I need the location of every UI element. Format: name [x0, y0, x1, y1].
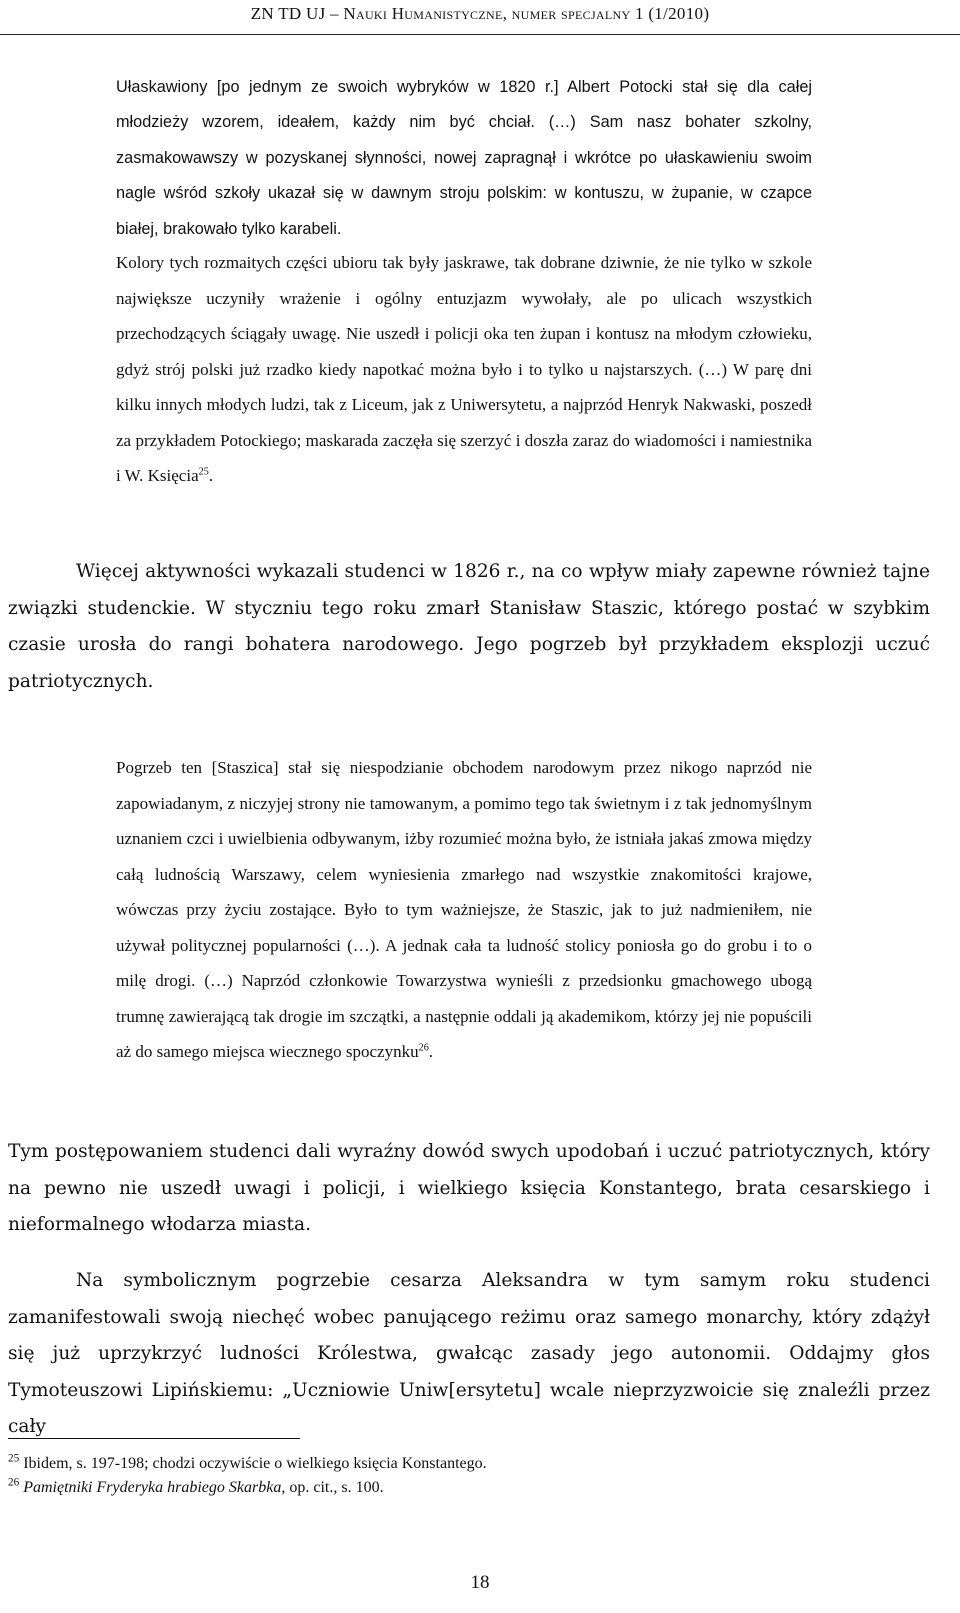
page-number: 18	[470, 1572, 490, 1593]
footnote-ref-25[interactable]: 25	[198, 466, 209, 478]
body-paragraph-3-text: Na symbolicznym pogrzebie cesarza Aleksandra w tym samym roku studenci zamanifestowali swoją niechęć wobec panującego reżimu oraz samego monarchy, który zdążył się już uprzykrzyć ludności Królestwa, gwałcąc zasady jego autonomii. Oddajmy głos Tymoteuszowi Lipińskiemu: „Uczniowie Uniw[ersytetu] wcale nieprzyzwoicie się znaleźli przez cały	[8, 1270, 930, 1437]
block-quote-2	[116, 750, 812, 1070]
footnote-title: Pamiętniki Fryderyka hrabiego Skarbka	[23, 1479, 282, 1496]
footnote-ref-26[interactable]: 26	[418, 1042, 429, 1054]
block-quote-1-part-2	[116, 245, 812, 494]
footnote-number: 26	[8, 1476, 20, 1489]
quote-1-end: .	[208, 466, 214, 485]
header-rule	[0, 34, 960, 35]
block-quote-1-part-1: Ułaskawiony [po jednym ze swoich wybryków w 1820 r.] Albert Potocki stał się dla całej młodzieży wzorem, ideałem, każdy nim być chciał. (…) Sam nasz bohater szkolny, zasmakowawszy w pozyskanej słynności, nowej zapragnął i wkrótce po ułaskawieniu swoim nagle wśród szkoły ukazał się w dawnym stroju polskim: w kontuszu, w żupanie, w czapce białej, brakowało tylko karabeli.	[116, 78, 812, 238]
footnote-25	[8, 1453, 487, 1475]
footnote-separator	[8, 1438, 300, 1439]
running-header: ZN TD UJ – Nauki Humanistyczne, numer specjalny 1 (1/2010)	[250, 4, 710, 23]
body-paragraph-3	[8, 1263, 930, 1446]
footnote-text: , op. cit., s. 100.	[281, 1479, 384, 1496]
body-paragraph-1	[8, 554, 930, 700]
body-paragraph-1-text: Więcej aktywności wykazali studenci w 1826 r., na co wpływ miały zapewne również tajne związki studenckie. W styczniu tego roku zmarł Stanisław Staszic, którego postać w szybkim czasie urosła do rangi bohatera narodowego. Jego pogrzeb był przykładem eksplozji uczuć patriotycznych.	[8, 561, 930, 692]
footnote-26	[8, 1477, 384, 1499]
quote-1-text: Kolory tych rozmaitych części ubioru tak były jaskrawe, tak dobrane dziwnie, że nie tylko w szkole największe uczyniły wrażenie i ogólny entuzjazm wywołały, ale po ulicach wszystkich przechodzących ściągały uwagę. Nie uszedł i policji oka ten żupan i kontusz na młodym człowieku, gdyż strój polski już rzadko kiedy napotkać można było i to tylko u najstarszych. (…) W parę dni kilku innych młodych ludzi, tak z Liceum, jak z Uniwersytetu, a najprzód Henryk Nakwaski, poszedł za przykładem Potockiego; maskarada zaczęła się szerzyć i doszła zaraz do wiadomości i namiestnika i W. Księcia	[116, 253, 812, 485]
quote-2-end: .	[428, 1042, 434, 1061]
quote-2-text: Pogrzeb ten [Staszica] stał się niespodzianie obchodem narodowym przez nikogo naprzód nie zapowiadanym, z niczyjej strony nie tamowanym, a pomimo tego tak świetnym i z tak jednomyślnym uznaniem czci i uwielbienia odbywanym, iżby rozumieć można było, że istniała jakaś zmowa między całą ludnością Warszawy, celem wyniesienia zmarłego nad wszystkie znakomitości krajowe, wówczas przy życiu zostające. Było to tym ważniejsze, że Staszic, jak to już nadmieniłem, nie używał politycznej popularności (…). A jednak cała ta ludność stolicy poniosła go do grobu i to o milę drogi. (…) Naprzód członkowie Towarzystwa wynieśli z przedsionku gmachowego ubogą trumnę zawierającą tak drogie im szczątki, a następnie oddali ją akademikom, którzy jej nie popuścili aż do samego miejsca wiecznego spoczynku	[116, 758, 812, 1061]
footnote-number: 25	[8, 1452, 20, 1465]
body-paragraph-2: Tym postępowaniem studenci dali wyraźny dowód swych upodobań i uczuć patriotycznych, który na pewno nie uszedł uwagi i policji, i wielkiego księcia Konstantego, brata cesarskiego i nieformalnego włodarza miasta.	[8, 1141, 930, 1235]
footnote-text: Ibidem, s. 197-198; chodzi oczywiście o wielkiego księcia Konstantego.	[23, 1455, 487, 1472]
